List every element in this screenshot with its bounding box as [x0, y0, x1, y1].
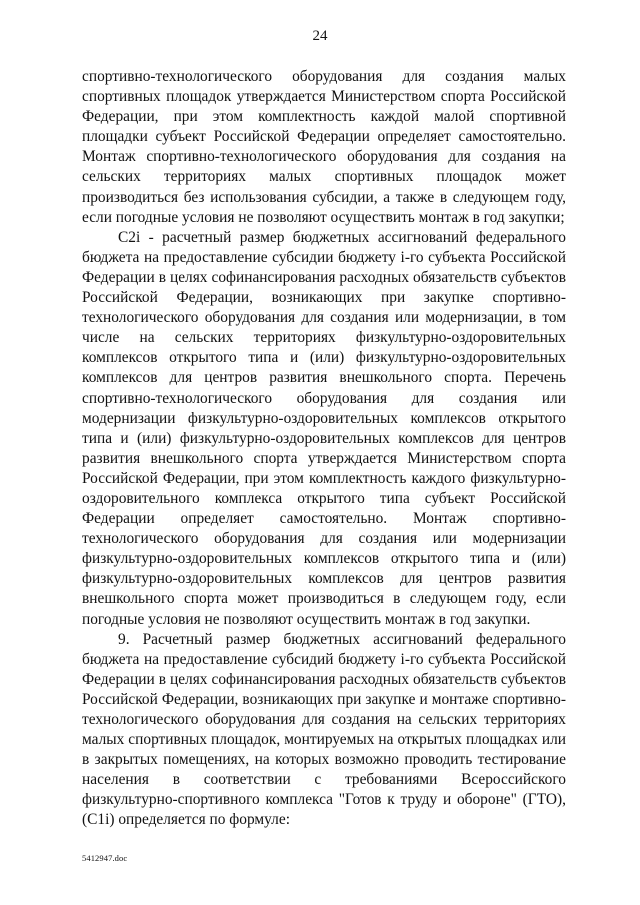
document-body: [82, 67, 566, 831]
paragraph-c2i-definition: C2i - расчетный размер бюджетных ассигнований федерального бюджета на предоставление субсидии бюджету i-го субъекта Российской Федерации в целях софинансирования расходных обязательств субъектов Российской Федерации, возникающих при закупке спортивно-технологического оборудования для создания или модернизации, в том числе на сельских территориях физкультурно-оздоровительных комплексов открытого типа и (или) физкультурно-оздоровительных комплексов для центров развития внешкольного спорта. Перечень спортивно-технологического оборудования для создания или модернизации физкультурно-оздоровительных комплексов открытого типа и (или) физкультурно-оздоровительных комплексов для центров развития внешкольного спорта утверждается Министерством спорта Российской Федерации, при этом комплектность каждого физкультурно-оздоровительного комплекса открытого типа субъект Российской Федерации определяет самостоятельно. Монтаж спортивно-технологического оборудования для создания или модернизации физкультурно-оздоровительных комплексов открытого типа и (или) физкультурно-оздоровительных комплексов для центров развития внешкольного спорта может производиться в следующем году, если погодные условия не позволяют осуществить монтаж в год закупки.: [82, 228, 566, 628]
paragraph-item-9: 9. Расчетный размер бюджетных ассигнований федерального бюджета на предоставление субсидий бюджету i-го субъекта Российской Федерации в целях софинансирования расходных обязательств субъектов Российской Федерации, возникающих при закупке и монтаже спортивно-технологического оборудования для создания на сельских территориях малых спортивных площадок, монтируемых на открытых площадках или в закрытых помещениях, на которых возможно проводить тестирование населения в соответствии с требованиями Всероссийского физкультурно-спортивного комплекса "Готов к труду и обороне" (ГТО), (C1i) определяется по формуле:: [82, 630, 566, 829]
page-number: 24: [312, 28, 328, 44]
document-filename: 5412947.doc: [82, 853, 128, 863]
paragraph-continuation: спортивно-технологического оборудования для создания малых спортивных площадок утверждается Министерством спорта Российской Федерации, при этом комплектность каждой малой спортивной площадки субъект Российской Федерации определяет самостоятельно. Монтаж спортивно-технологического оборудования для создания на сельских территориях малых спортивных площадок может производиться без использования субсидии, а также в следующем году, если погодные условия не позволяют осуществить монтаж в год закупки;: [82, 68, 566, 226]
